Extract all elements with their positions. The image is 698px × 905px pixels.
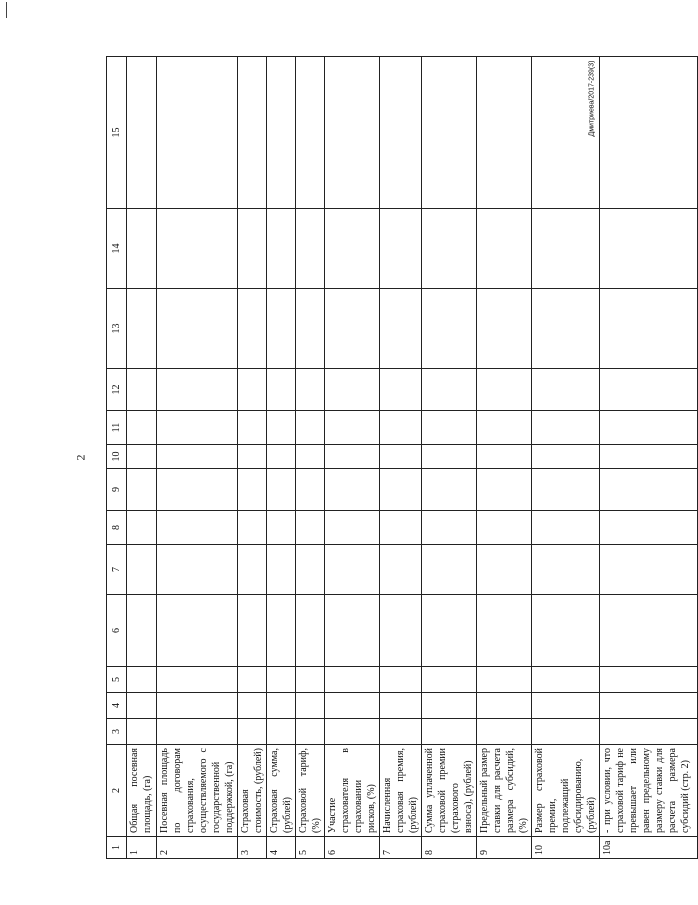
empty-value-cell[interactable] (238, 511, 267, 545)
empty-value-cell[interactable] (477, 289, 532, 369)
empty-value-cell[interactable] (380, 469, 422, 511)
empty-value-cell[interactable] (422, 667, 477, 693)
empty-value-cell[interactable] (380, 595, 422, 667)
empty-value-cell[interactable] (380, 545, 422, 595)
empty-value-cell[interactable] (325, 693, 380, 719)
table-row (325, 57, 380, 859)
empty-value-cell[interactable] (157, 719, 238, 745)
empty-value-cell[interactable] (157, 667, 238, 693)
empty-value-cell[interactable] (600, 445, 698, 469)
row-number: 2 (157, 837, 238, 859)
empty-value-cell[interactable] (325, 511, 380, 545)
empty-value-cell[interactable] (422, 369, 477, 411)
empty-value-cell[interactable] (532, 595, 600, 667)
rotated-table-container (106, 57, 691, 859)
empty-value-cell[interactable] (157, 595, 238, 667)
empty-value-cell[interactable] (325, 719, 380, 745)
table-body (127, 57, 698, 859)
row-description: - при условии, что страховой тариф не превышает или равен предельному размеру ставки для расчета размера субсидий (стр. 2) (600, 745, 698, 837)
column-number-header: 8 (107, 511, 127, 545)
empty-value-cell[interactable] (238, 469, 267, 511)
row-number: 9 (477, 837, 532, 859)
empty-value-cell[interactable] (422, 209, 477, 289)
column-number-header: 7 (107, 545, 127, 595)
empty-value-cell[interactable] (127, 209, 157, 289)
table-row (127, 57, 157, 859)
row-description: Страховой тариф, (%) (296, 745, 325, 837)
empty-value-cell[interactable] (477, 595, 532, 667)
column-number-header: 1 (107, 837, 127, 859)
column-number-header: 3 (107, 719, 127, 745)
empty-value-cell[interactable] (296, 209, 325, 289)
empty-value-cell[interactable] (296, 445, 325, 469)
empty-value-cell[interactable] (157, 511, 238, 545)
empty-value-cell[interactable] (380, 57, 422, 209)
empty-value-cell[interactable] (422, 545, 477, 595)
empty-value-cell[interactable] (600, 57, 698, 209)
table-row (600, 57, 698, 859)
empty-value-cell[interactable] (267, 719, 296, 745)
empty-value-cell[interactable] (157, 369, 238, 411)
table-row (380, 57, 422, 859)
empty-value-cell[interactable] (238, 545, 267, 595)
column-number-header: 6 (107, 595, 127, 667)
empty-value-cell[interactable] (600, 369, 698, 411)
table-row (296, 57, 325, 859)
empty-value-cell[interactable] (325, 57, 380, 209)
empty-value-cell[interactable] (422, 289, 477, 369)
empty-value-cell[interactable] (127, 693, 157, 719)
empty-value-cell[interactable] (422, 411, 477, 445)
empty-value-cell[interactable] (325, 209, 380, 289)
empty-value-cell[interactable] (267, 369, 296, 411)
empty-value-cell[interactable] (296, 511, 325, 545)
empty-value-cell[interactable] (127, 369, 157, 411)
table-row (267, 57, 296, 859)
column-number-row (107, 57, 127, 859)
empty-value-cell[interactable] (296, 545, 325, 595)
empty-value-cell[interactable] (238, 445, 267, 469)
empty-value-cell[interactable] (380, 719, 422, 745)
row-description: Размер страховой премии, подлежащий субсидированию, (рублей) (532, 745, 600, 837)
empty-value-cell[interactable] (238, 411, 267, 445)
empty-value-cell[interactable] (477, 57, 532, 209)
empty-value-cell[interactable] (477, 369, 532, 411)
empty-value-cell[interactable] (532, 511, 600, 545)
empty-value-cell[interactable] (380, 369, 422, 411)
empty-value-cell[interactable] (238, 693, 267, 719)
row-description: Участие страхователя в страховании рисков, (%) (325, 745, 380, 837)
empty-value-cell[interactable] (477, 445, 532, 469)
column-number-header: 15 (107, 57, 127, 209)
empty-value-cell[interactable] (477, 411, 532, 445)
empty-value-cell[interactable] (380, 289, 422, 369)
column-number-header: 2 (107, 745, 127, 837)
empty-value-cell[interactable] (238, 667, 267, 693)
empty-value-cell[interactable] (477, 209, 532, 289)
empty-value-cell[interactable] (267, 667, 296, 693)
empty-value-cell[interactable] (267, 469, 296, 511)
empty-value-cell[interactable] (600, 595, 698, 667)
row-number: 5 (296, 837, 325, 859)
empty-value-cell[interactable] (532, 469, 600, 511)
empty-value-cell[interactable] (238, 209, 267, 289)
table-row (532, 57, 600, 859)
empty-value-cell[interactable] (296, 289, 325, 369)
empty-value-cell[interactable] (380, 693, 422, 719)
column-number-header: 13 (107, 289, 127, 369)
row-description: Страховая сумма, (рублей) (267, 745, 296, 837)
empty-value-cell[interactable] (325, 595, 380, 667)
empty-value-cell[interactable] (600, 411, 698, 445)
empty-value-cell[interactable] (600, 719, 698, 745)
empty-value-cell[interactable] (296, 411, 325, 445)
table-row (157, 57, 238, 859)
empty-value-cell[interactable] (267, 545, 296, 595)
empty-value-cell[interactable] (477, 545, 532, 595)
empty-value-cell[interactable] (600, 469, 698, 511)
empty-value-cell[interactable] (380, 209, 422, 289)
empty-value-cell[interactable] (600, 511, 698, 545)
empty-value-cell[interactable] (422, 693, 477, 719)
empty-value-cell[interactable] (127, 545, 157, 595)
empty-value-cell[interactable] (267, 511, 296, 545)
empty-value-cell[interactable] (422, 595, 477, 667)
column-number-header: 9 (107, 469, 127, 511)
empty-value-cell[interactable] (477, 667, 532, 693)
empty-value-cell[interactable] (325, 667, 380, 693)
document-code: Дмитриева/2017-239(3) (588, 60, 596, 137)
empty-value-cell[interactable] (267, 209, 296, 289)
table-row (477, 57, 532, 859)
row-number: 10 (532, 837, 600, 859)
empty-value-cell[interactable] (267, 57, 296, 209)
empty-value-cell[interactable] (600, 289, 698, 369)
row-number: 1 (127, 837, 157, 859)
empty-value-cell[interactable] (477, 511, 532, 545)
empty-value-cell[interactable] (532, 693, 600, 719)
column-number-header: 12 (107, 369, 127, 411)
empty-value-cell[interactable] (380, 511, 422, 545)
empty-value-cell[interactable] (422, 511, 477, 545)
row-description: Сумма уплаченной страховой премии (страхового взноса), (рублей) (422, 745, 477, 837)
empty-value-cell[interactable] (296, 667, 325, 693)
empty-value-cell[interactable] (127, 719, 157, 745)
empty-value-cell[interactable] (127, 595, 157, 667)
column-number-header: 4 (107, 693, 127, 719)
empty-value-cell[interactable] (238, 595, 267, 667)
empty-value-cell[interactable] (532, 209, 600, 289)
empty-value-cell[interactable] (127, 411, 157, 445)
empty-value-cell[interactable] (157, 445, 238, 469)
empty-value-cell[interactable] (325, 445, 380, 469)
empty-value-cell[interactable] (157, 289, 238, 369)
empty-value-cell[interactable] (325, 469, 380, 511)
empty-value-cell[interactable] (127, 667, 157, 693)
column-number-header: 14 (107, 209, 127, 289)
empty-value-cell[interactable] (127, 445, 157, 469)
empty-value-cell[interactable] (157, 469, 238, 511)
empty-value-cell[interactable] (157, 57, 238, 209)
table-row (422, 57, 477, 859)
empty-value-cell[interactable] (380, 445, 422, 469)
empty-value-cell[interactable] (157, 411, 238, 445)
empty-value-cell[interactable] (532, 57, 600, 209)
empty-value-cell[interactable] (267, 693, 296, 719)
subsidy-table (106, 56, 698, 859)
empty-value-cell[interactable] (600, 693, 698, 719)
row-number: 10а (600, 837, 698, 859)
empty-value-cell[interactable] (325, 411, 380, 445)
row-description: Начисленная страховая премия, (рублей) (380, 745, 422, 837)
empty-value-cell[interactable] (600, 667, 698, 693)
empty-value-cell[interactable] (296, 719, 325, 745)
column-number-header: 5 (107, 667, 127, 693)
empty-value-cell[interactable] (296, 693, 325, 719)
row-description: Общая посевная площадь, (га) (127, 745, 157, 837)
empty-value-cell[interactable] (422, 445, 477, 469)
empty-value-cell[interactable] (157, 209, 238, 289)
empty-value-cell[interactable] (127, 289, 157, 369)
empty-value-cell[interactable] (532, 719, 600, 745)
empty-value-cell[interactable] (600, 209, 698, 289)
empty-value-cell[interactable] (422, 469, 477, 511)
empty-value-cell[interactable] (325, 545, 380, 595)
row-description: Посевная площадь по договорам страхования, осуществляемого с государственной поддержкой, (га) (157, 745, 238, 837)
empty-value-cell[interactable] (238, 719, 267, 745)
empty-value-cell[interactable] (267, 595, 296, 667)
empty-value-cell[interactable] (296, 595, 325, 667)
empty-value-cell[interactable] (477, 693, 532, 719)
empty-value-cell[interactable] (296, 369, 325, 411)
empty-value-cell[interactable] (127, 469, 157, 511)
empty-value-cell[interactable] (532, 411, 600, 445)
empty-value-cell[interactable] (157, 693, 238, 719)
row-number: 3 (238, 837, 267, 859)
empty-value-cell[interactable] (238, 289, 267, 369)
page-edge-mark (6, 2, 7, 18)
empty-value-cell[interactable] (296, 57, 325, 209)
empty-value-cell[interactable] (127, 511, 157, 545)
empty-value-cell[interactable] (127, 57, 157, 209)
empty-value-cell[interactable] (267, 289, 296, 369)
row-description: Страховая стоимость, (рублей) (238, 745, 267, 837)
empty-value-cell[interactable] (380, 667, 422, 693)
empty-value-cell[interactable] (600, 545, 698, 595)
empty-value-cell[interactable] (238, 57, 267, 209)
page-number: 2 (73, 454, 88, 461)
empty-value-cell[interactable] (157, 545, 238, 595)
empty-value-cell[interactable] (296, 469, 325, 511)
row-number: 7 (380, 837, 422, 859)
empty-value-cell[interactable] (380, 411, 422, 445)
table-row (238, 57, 267, 859)
empty-value-cell[interactable] (325, 289, 380, 369)
empty-value-cell[interactable] (477, 719, 532, 745)
empty-value-cell[interactable] (532, 289, 600, 369)
empty-value-cell[interactable] (267, 445, 296, 469)
column-number-header: 11 (107, 411, 127, 445)
empty-value-cell[interactable] (267, 411, 296, 445)
column-number-header: 10 (107, 445, 127, 469)
empty-value-cell[interactable] (532, 545, 600, 595)
row-number: 8 (422, 837, 477, 859)
empty-value-cell[interactable] (532, 445, 600, 469)
empty-value-cell[interactable] (532, 369, 600, 411)
empty-value-cell[interactable] (238, 369, 267, 411)
empty-value-cell[interactable] (477, 469, 532, 511)
empty-value-cell[interactable] (422, 719, 477, 745)
empty-value-cell[interactable] (532, 667, 600, 693)
row-number: 6 (325, 837, 380, 859)
empty-value-cell[interactable] (422, 57, 477, 209)
row-number: 4 (267, 837, 296, 859)
empty-value-cell[interactable] (325, 369, 380, 411)
row-description: Предельный размер ставки для расчета размера субсидий, (%) (477, 745, 532, 837)
